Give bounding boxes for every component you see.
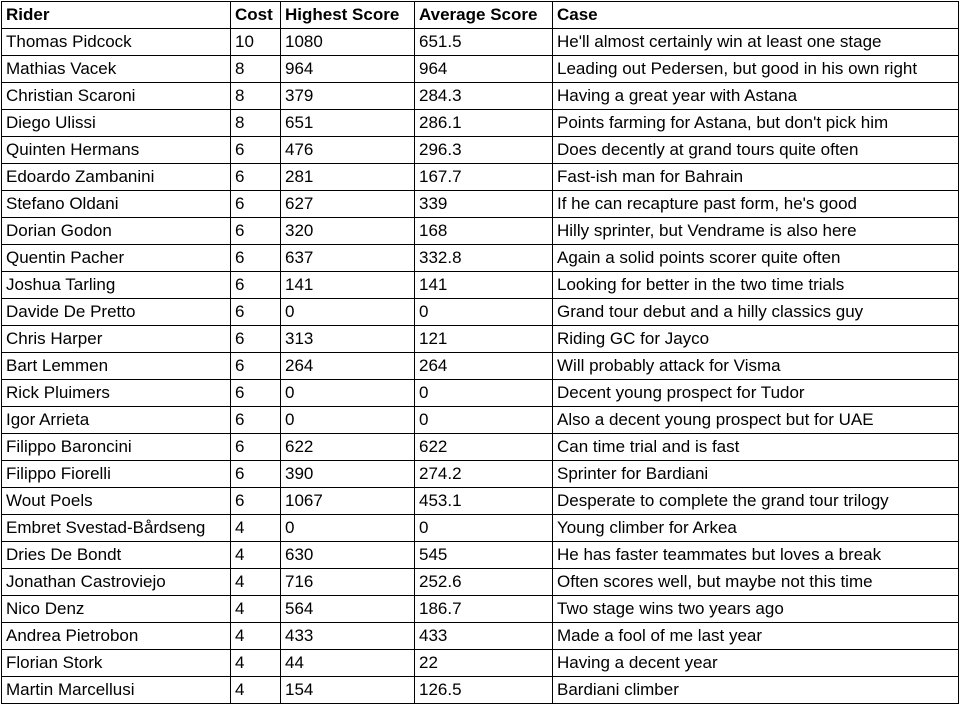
cost-cell: 4	[231, 596, 281, 623]
cost-cell: 6	[231, 272, 281, 299]
table-body	[2, 29, 959, 704]
rider-cell: Wout Poels	[2, 488, 231, 515]
rider-cell: Dries De Bondt	[2, 542, 231, 569]
cost-cell: 8	[231, 83, 281, 110]
average-score-cell: 433	[415, 623, 553, 650]
table-row	[2, 650, 959, 677]
rider-cell: Filippo Baroncini	[2, 434, 231, 461]
rider-cell: Igor Arrieta	[2, 407, 231, 434]
case-cell: Having a decent year	[553, 650, 959, 677]
cost-cell: 6	[231, 434, 281, 461]
rider-cell: Nico Denz	[2, 596, 231, 623]
rider-cell: Andrea Pietrobon	[2, 623, 231, 650]
table-row	[2, 191, 959, 218]
rider-cell: Rick Pluimers	[2, 380, 231, 407]
highest-score-cell: 264	[281, 353, 415, 380]
case-cell: If he can recapture past form, he's good	[553, 191, 959, 218]
highest-score-cell: 313	[281, 326, 415, 353]
rider-cell: Quentin Pacher	[2, 245, 231, 272]
cost-cell: 4	[231, 677, 281, 704]
rider-cell: Filippo Fiorelli	[2, 461, 231, 488]
case-cell: Sprinter for Bardiani	[553, 461, 959, 488]
highest-score-cell: 281	[281, 164, 415, 191]
cost-cell: 4	[231, 623, 281, 650]
highest-score-cell: 320	[281, 218, 415, 245]
rider-cell: Martin Marcellusi	[2, 677, 231, 704]
average-score-cell: 121	[415, 326, 553, 353]
rider-cell: Stefano Oldani	[2, 191, 231, 218]
average-score-cell: 651.5	[415, 29, 553, 56]
case-cell: Leading out Pedersen, but good in his own right	[553, 56, 959, 83]
highest-score-cell: 390	[281, 461, 415, 488]
highest-score-cell: 627	[281, 191, 415, 218]
highest-score-cell: 379	[281, 83, 415, 110]
cost-cell: 6	[231, 353, 281, 380]
case-cell: Fast-ish man for Bahrain	[553, 164, 959, 191]
average-score-cell: 168	[415, 218, 553, 245]
highest-score-cell: 630	[281, 542, 415, 569]
table-row	[2, 164, 959, 191]
cost-cell: 4	[231, 569, 281, 596]
rider-cell: Diego Ulissi	[2, 110, 231, 137]
average-score-cell: 545	[415, 542, 553, 569]
case-cell: Bardiani climber	[553, 677, 959, 704]
average-score-cell: 964	[415, 56, 553, 83]
table-row	[2, 461, 959, 488]
average-score-cell: 274.2	[415, 461, 553, 488]
case-cell: Having a great year with Astana	[553, 83, 959, 110]
highest-score-cell: 1080	[281, 29, 415, 56]
table-row	[2, 542, 959, 569]
table-row	[2, 326, 959, 353]
cost-cell: 8	[231, 56, 281, 83]
highest-score-cell: 44	[281, 650, 415, 677]
case-cell: Does decently at grand tours quite often	[553, 137, 959, 164]
rider-table	[1, 1, 959, 704]
highest-score-cell: 0	[281, 380, 415, 407]
average-score-cell: 141	[415, 272, 553, 299]
average-score-cell: 296.3	[415, 137, 553, 164]
average-score-cell: 622	[415, 434, 553, 461]
case-cell: He has faster teammates but loves a break	[553, 542, 959, 569]
case-cell: Decent young prospect for Tudor	[553, 380, 959, 407]
rider-cell: Dorian Godon	[2, 218, 231, 245]
highest-score-cell: 1067	[281, 488, 415, 515]
table-row	[2, 272, 959, 299]
average-score-cell: 22	[415, 650, 553, 677]
cost-cell: 6	[231, 380, 281, 407]
cost-cell: 6	[231, 218, 281, 245]
highest-score-cell: 651	[281, 110, 415, 137]
highest-score-cell: 622	[281, 434, 415, 461]
case-cell: He'll almost certainly win at least one stage	[553, 29, 959, 56]
case-cell: Made a fool of me last year	[553, 623, 959, 650]
cost-cell: 4	[231, 650, 281, 677]
cost-cell: 6	[231, 326, 281, 353]
cost-cell: 6	[231, 461, 281, 488]
cost-cell: 6	[231, 137, 281, 164]
table-row	[2, 137, 959, 164]
average-score-cell: 339	[415, 191, 553, 218]
header-cost: Cost	[231, 2, 281, 29]
average-score-cell: 0	[415, 299, 553, 326]
table-row	[2, 677, 959, 704]
rider-cell: Jonathan Castroviejo	[2, 569, 231, 596]
highest-score-cell: 433	[281, 623, 415, 650]
cost-cell: 4	[231, 542, 281, 569]
average-score-cell: 453.1	[415, 488, 553, 515]
case-cell: Two stage wins two years ago	[553, 596, 959, 623]
average-score-cell: 167.7	[415, 164, 553, 191]
case-cell: Looking for better in the two time trials	[553, 272, 959, 299]
table-header-row	[2, 2, 959, 29]
table-row	[2, 569, 959, 596]
rider-cell: Joshua Tarling	[2, 272, 231, 299]
header-case: Case	[553, 2, 959, 29]
average-score-cell: 332.8	[415, 245, 553, 272]
table-row	[2, 245, 959, 272]
highest-score-cell: 154	[281, 677, 415, 704]
rider-cell: Chris Harper	[2, 326, 231, 353]
table-row	[2, 56, 959, 83]
table-row	[2, 596, 959, 623]
table-row	[2, 353, 959, 380]
cost-cell: 4	[231, 515, 281, 542]
table-row	[2, 299, 959, 326]
cost-cell: 8	[231, 110, 281, 137]
case-cell: Can time trial and is fast	[553, 434, 959, 461]
table-row	[2, 488, 959, 515]
case-cell: Also a decent young prospect but for UAE	[553, 407, 959, 434]
table-row	[2, 407, 959, 434]
average-score-cell: 186.7	[415, 596, 553, 623]
cost-cell: 6	[231, 488, 281, 515]
table-row	[2, 218, 959, 245]
highest-score-cell: 964	[281, 56, 415, 83]
case-cell: Riding GC for Jayco	[553, 326, 959, 353]
table-row	[2, 83, 959, 110]
highest-score-cell: 716	[281, 569, 415, 596]
case-cell: Young climber for Arkea	[553, 515, 959, 542]
table-row	[2, 380, 959, 407]
rider-cell: Quinten Hermans	[2, 137, 231, 164]
rider-cell: Embret Svestad-Bårdseng	[2, 515, 231, 542]
rider-cell: Thomas Pidcock	[2, 29, 231, 56]
average-score-cell: 0	[415, 515, 553, 542]
case-cell: Points farming for Astana, but don't pick him	[553, 110, 959, 137]
average-score-cell: 0	[415, 380, 553, 407]
case-cell: Will probably attack for Visma	[553, 353, 959, 380]
case-cell: Desperate to complete the grand tour trilogy	[553, 488, 959, 515]
case-cell: Hilly sprinter, but Vendrame is also here	[553, 218, 959, 245]
cost-cell: 6	[231, 299, 281, 326]
cost-cell: 6	[231, 164, 281, 191]
cost-cell: 6	[231, 191, 281, 218]
table-row	[2, 515, 959, 542]
highest-score-cell: 637	[281, 245, 415, 272]
rider-cell: Davide De Pretto	[2, 299, 231, 326]
header-rider: Rider	[2, 2, 231, 29]
case-cell: Grand tour debut and a hilly classics guy	[553, 299, 959, 326]
average-score-cell: 286.1	[415, 110, 553, 137]
cost-cell: 6	[231, 245, 281, 272]
highest-score-cell: 564	[281, 596, 415, 623]
table-row	[2, 110, 959, 137]
rider-cell: Mathias Vacek	[2, 56, 231, 83]
table-row	[2, 623, 959, 650]
cost-cell: 6	[231, 407, 281, 434]
cost-cell: 10	[231, 29, 281, 56]
highest-score-cell: 0	[281, 515, 415, 542]
rider-cell: Edoardo Zambanini	[2, 164, 231, 191]
header-average-score: Average Score	[415, 2, 553, 29]
highest-score-cell: 476	[281, 137, 415, 164]
average-score-cell: 0	[415, 407, 553, 434]
case-cell: Again a solid points scorer quite often	[553, 245, 959, 272]
rider-cell: Florian Stork	[2, 650, 231, 677]
table-row	[2, 434, 959, 461]
rider-cell: Bart Lemmen	[2, 353, 231, 380]
average-score-cell: 126.5	[415, 677, 553, 704]
header-highest-score: Highest Score	[281, 2, 415, 29]
highest-score-cell: 141	[281, 272, 415, 299]
highest-score-cell: 0	[281, 299, 415, 326]
rider-cell: Christian Scaroni	[2, 83, 231, 110]
highest-score-cell: 0	[281, 407, 415, 434]
average-score-cell: 284.3	[415, 83, 553, 110]
average-score-cell: 252.6	[415, 569, 553, 596]
average-score-cell: 264	[415, 353, 553, 380]
case-cell: Often scores well, but maybe not this time	[553, 569, 959, 596]
table-row	[2, 29, 959, 56]
